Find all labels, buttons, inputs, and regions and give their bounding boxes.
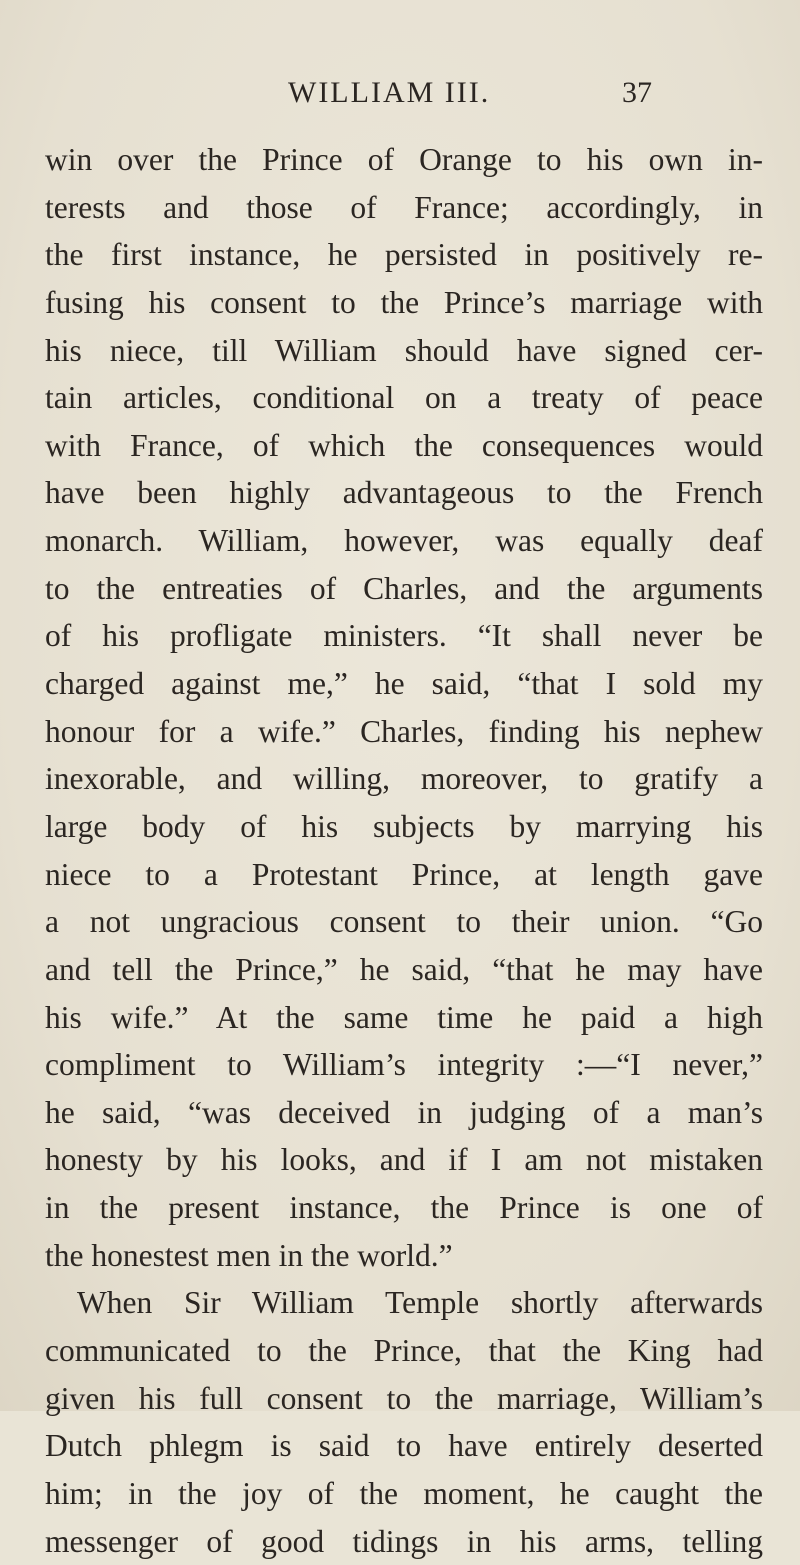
- text-line: and tell the Prince,” he said, “that he may have: [45, 951, 763, 987]
- text-line: the first instance, he persisted in positively re-: [45, 237, 763, 273]
- text-line: Dutch phlegm is said to have entirely deserted: [45, 1428, 763, 1464]
- page-header: [0, 76, 800, 116]
- text-line: with France, of which the consequences would: [45, 427, 763, 463]
- paragraph-end-line: the honestest men in the world.”: [45, 1237, 453, 1273]
- paragraph-start-line: When Sir William Temple shortly afterwards: [77, 1285, 763, 1321]
- text-line: his wife.” At the same time he paid a high: [45, 999, 763, 1035]
- page-number: 37: [622, 76, 652, 109]
- text-line: win over the Prince of Orange to his own in-: [45, 142, 763, 177]
- body-text: [45, 136, 763, 1565]
- text-line: large body of his subjects by marrying his: [45, 808, 763, 844]
- text-line: a not ungracious consent to their union. “Go: [45, 904, 763, 940]
- text-line: to the entreaties of Charles, and the arguments: [45, 570, 763, 606]
- text-line: niece to a Protestant Prince, at length gave: [45, 856, 763, 892]
- text-line: messenger of good tidings in his arms, telling: [45, 1523, 763, 1559]
- text-line: communicated to the Prince, that the King had: [45, 1333, 763, 1369]
- text-line: his niece, till William should have signed cer-: [45, 332, 763, 368]
- text-line: him; in the joy of the moment, he caught the: [45, 1475, 763, 1511]
- text-line: compliment to William’s integrity :—“I never,”: [45, 1047, 763, 1083]
- text-line: given his full consent to the marriage, William’s: [45, 1380, 763, 1416]
- text-line: tain articles, conditional on a treaty of peace: [45, 380, 763, 416]
- text-line: fusing his consent to the Prince’s marriage with: [45, 284, 763, 320]
- text-line: he said, “was deceived in judging of a man’s: [45, 1094, 763, 1130]
- text-line: in the present instance, the Prince is one of: [45, 1190, 763, 1226]
- text-line: have been highly advantageous to the French: [45, 475, 763, 511]
- text-line: monarch. William, however, was equally deaf: [45, 523, 763, 559]
- running-head: WILLIAM III.: [288, 76, 491, 109]
- text-line: honour for a wife.” Charles, finding his nephew: [45, 713, 763, 749]
- text-line: terests and those of France; accordingly, in: [45, 189, 763, 225]
- text-line: charged against me,” he said, “that I sold my: [45, 666, 763, 702]
- text-line: of his profligate ministers. “It shall never be: [45, 618, 763, 654]
- text-line: honesty by his looks, and if I am not mistaken: [45, 1142, 763, 1178]
- text-line: inexorable, and willing, moreover, to gratify a: [45, 761, 763, 797]
